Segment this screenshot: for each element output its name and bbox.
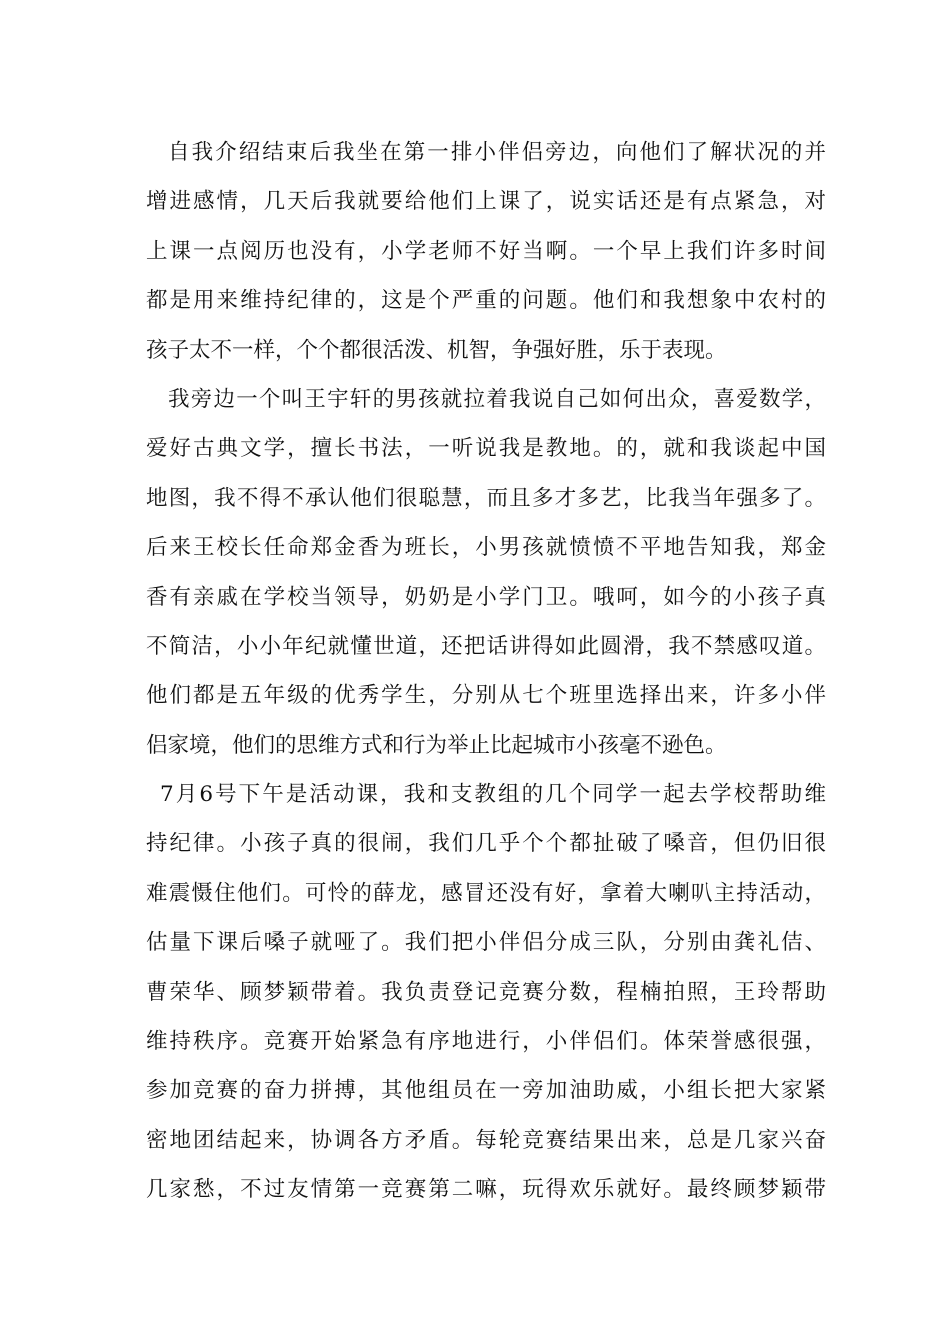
text-line: 估量下课后嗓子就哑了。我们把小伴侣分成三队，分别由龚礼佶、: [146, 930, 826, 956]
text-line: 自我介绍结束后我坐在第一排小伴侣旁边，向他们了解状况的并: [168, 140, 826, 165]
text-line: 地图，我不得不承认他们很聪慧，而且多才多艺，比我当年强多了。: [146, 485, 826, 511]
text-line: 爱好古典文学，擅长书法，一听说我是教地。的，就和我谈起中国: [146, 436, 826, 462]
text-line: 香有亲戚在学校当领导，奶奶是小学门卫。哦呵，如今的小孩子真: [146, 584, 826, 610]
paragraph-2: [146, 375, 826, 770]
text-line: 密地团结起来，协调各方矛盾。每轮竞赛结果出来，总是几家兴奋: [146, 1127, 826, 1153]
text-line: 后来王校长任命郑金香为班长，小男孩就愤愤不平地告知我，郑金: [146, 535, 826, 561]
text-line: 难震慑住他们。可怜的薛龙，感冒还没有好，拿着大喇叭主持活动，: [146, 880, 826, 906]
text-line: 7月6号下午是活动课，我和支教组的几个同学一起去学校帮助维: [160, 782, 826, 808]
text-line: 几家愁，不过友情第一竞赛第二嘛，玩得欢乐就好。最终顾梦颖带: [146, 1177, 826, 1203]
text-line: 都是用来维持纪律的，这是个严重的问题。他们和我想象中农村的: [146, 288, 826, 314]
text-line: 曹荣华、顾梦颖带着。我负责登记竞赛分数，程楠拍照，王玲帮助: [146, 979, 826, 1005]
text-line: 增进感情，几天后我就要给他们上课了，说实话还是有点紧急，对: [146, 189, 826, 215]
body-text: [146, 128, 826, 1215]
text-line: 持纪律。小孩子真的很闹，我们几乎个个都扯破了嗓音，但仍旧很: [146, 831, 826, 857]
text-line: 上课一点阅历也没有，小学老师不好当啊。一个早上我们许多时间: [146, 238, 826, 264]
text-line: 孩子太不一样，个个都很活泼、机智，争强好胜，乐于表现。: [146, 337, 727, 363]
text-line: 他们都是五年级的优秀学生，分别从七个班里选择出来，许多小伴: [146, 683, 826, 709]
text-line: 参加竞赛的奋力拼搏，其他组员在一旁加油助威，小组长把大家紧: [146, 1078, 826, 1104]
text-line: 侣家境，他们的思维方式和行为举止比起城市小孩毫不逊色。: [146, 732, 727, 758]
text-line: 我旁边一个叫王宇轩的男孩就拉着我说自己如何出众，喜爱数学，: [168, 386, 826, 412]
text-line: 维持秩序。竞赛开始紧急有序地进行，小伴侣们。体荣誉感很强，: [146, 1029, 826, 1055]
paragraph-3: [146, 770, 826, 1215]
paragraph-1: [146, 128, 826, 375]
text-line: 不简洁，小小年纪就懂世道，还把话讲得如此圆滑，我不禁感叹道。: [146, 633, 826, 659]
